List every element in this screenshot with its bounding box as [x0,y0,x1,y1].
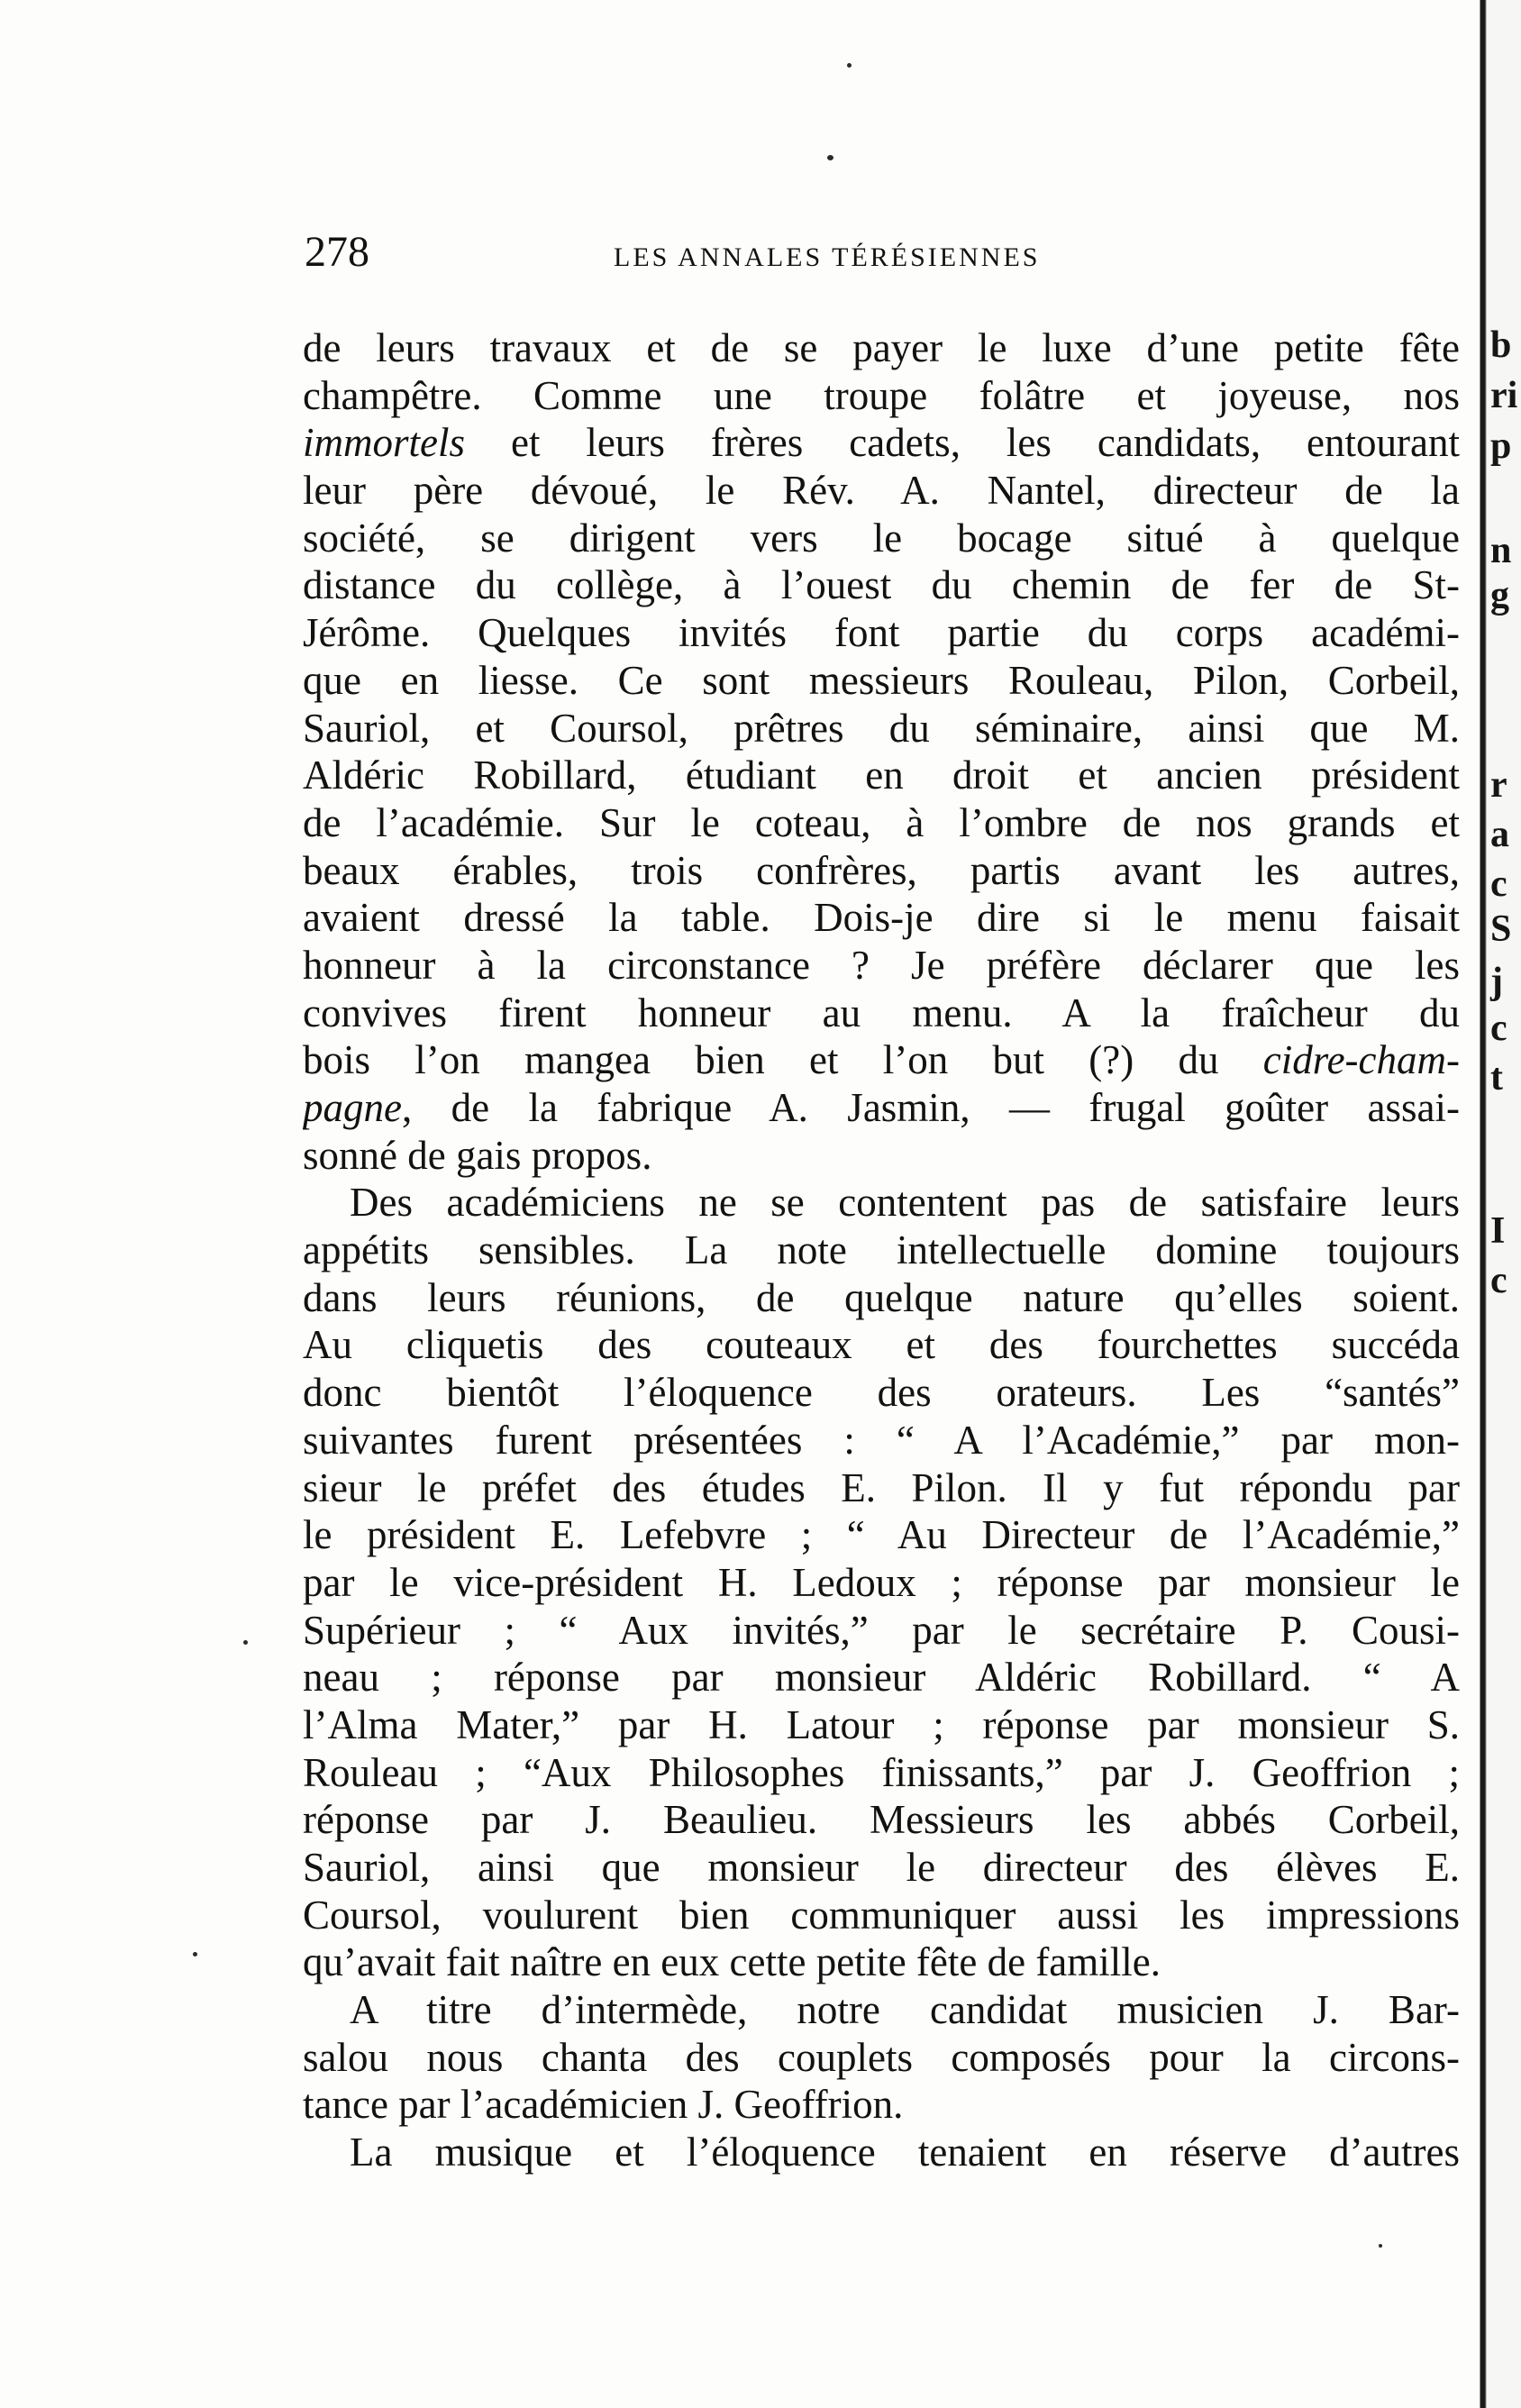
edge-fragment: j [1490,961,1503,1002]
text-line: donc bientôt l’éloquence des orateurs. Les “santés” [303,1370,1460,1416]
text-line: bois l’on mangea bien et l’on but (?) du cidre-cham- [303,1037,1460,1083]
text-line: Coursol, voulurent bien communiquer aussi les impressions [303,1892,1460,1938]
ink-speck [243,1640,248,1645]
adjacent-page-edge [1460,0,1521,2408]
text-line: immortels et leurs frères cadets, les candidats, entourant [303,420,1460,466]
text-line: La musique et l’éloquence tenaient en réserve d’autres [350,2130,1460,2175]
italic-word: immortels [303,420,465,466]
text-line: réponse par J. Beaulieu. Messieurs les abbés Corbeil, [303,1797,1460,1843]
edge-fragment: S [1490,908,1512,950]
text-line: avaient dressé la table. Dois-je dire si le menu faisait [303,895,1460,941]
edge-fragment: c [1490,863,1507,905]
text-line: l’Alma Mater,” par H. Latour ; réponse par monsieur S. [303,1701,1460,1747]
text-line: A titre d’intermède, notre candidat musicien J. Bar- [350,1987,1460,2033]
text-line: Sauriol, et Coursol, prêtres du séminaire, ainsi que M. [303,705,1460,751]
text-line: Supérieur ; “ Aux invités,” par le secrétaire P. Cousi- [303,1607,1460,1653]
text-line: le président E. Lefebvre ; “ Au Directeur de l’Académie,” [303,1512,1460,1558]
edge-fragment: p [1490,425,1512,467]
text-line: Jérôme. Quelques invités font partie du corps académi- [303,610,1460,656]
text-line: salou nous chanta des couplets composés pour la circons- [303,2034,1460,2080]
italic-word: pagne [303,1085,402,1130]
edge-fragment: t [1490,1057,1503,1099]
page-number: 278 [305,228,369,276]
text-line: tance par l’académicien J. Geoffrion. [303,2082,904,2128]
text-line: Au cliquetis des couteaux et des fourchettes succéda [303,1322,1460,1368]
text-line: beaux érables, trois confrères, partis avant les autres, [303,847,1460,893]
ink-speck [827,155,833,160]
body-text [303,324,1460,2176]
page-header [305,221,1206,284]
text-line: appétits sensibles. La note intellectuelle domine toujours [303,1227,1460,1273]
text-line: de l’académie. Sur le coteau, à l’ombre de nos grands et [303,799,1460,845]
text-line: de leurs travaux et de se payer le luxe d’une petite fête [303,325,1460,370]
ink-speck [193,1952,197,1957]
edge-fragment: b [1490,324,1512,366]
text-line: que en liesse. Ce sont messieurs Rouleau, Pilon, Corbeil, [303,657,1460,703]
ink-speck [847,63,852,68]
text-line: Rouleau ; “Aux Philosophes finissants,” par J. Geoffrion ; [303,1749,1460,1795]
text-line: suivantes furent présentées : “ A l’Académie,” par mon- [303,1417,1460,1463]
text-line: leur père dévoué, le Rév. A. Nantel, directeur de la [303,468,1460,514]
text-line: neau ; réponse par monsieur Aldéric Robillard. “ A [303,1655,1460,1701]
text-line: Sauriol, ainsi que monsieur le directeur des élèves E. [303,1845,1460,1890]
text-line: qu’avait fait naître en eux cette petite fête de famille. [303,1939,1161,1985]
edge-fragment: I [1490,1210,1506,1252]
text-line: Des académiciens ne se contentent pas de satisfaire leurs [350,1180,1460,1226]
text-line: dans leurs réunions, de quelque nature qu’elles soient. [303,1274,1460,1320]
text-line: convives firent honneur au menu. A la fraîcheur du [303,990,1460,1035]
text-line: pagne, de la fabrique A. Jasmin, — frugal goûter assai- [303,1085,1460,1130]
text-line: champêtre. Comme une troupe folâtre et joyeuse, nos [303,372,1460,418]
ink-speck [1379,2244,1382,2248]
edge-fragment: n [1490,530,1512,571]
edge-fragment: r [1490,764,1507,806]
text-line: distance du collège, à l’ouest du chemin de fer de St- [303,562,1460,608]
edge-fragment: c [1490,1260,1507,1301]
edge-fragment: c [1490,1008,1507,1049]
edge-fragment: a [1490,814,1509,855]
running-title: LES ANNALES TÉRÉSIENNES [614,242,1041,272]
italic-word: cidre-cham- [1262,1037,1460,1083]
text-line: société, se dirigent vers le bocage situé à quelque [303,515,1460,561]
edge-fragment: ri [1490,375,1518,416]
text-line: Aldéric Robillard, étudiant en droit et ancien président [303,752,1460,798]
text-line: sonné de gais propos. [303,1132,652,1178]
text-line: par le vice-président H. Ledoux ; réponse par monsieur le [303,1559,1460,1605]
text-line: sieur le préfet des études E. Pilon. Il y fut répondu par [303,1464,1460,1510]
edge-fragment: g [1490,575,1509,616]
text-line: honneur à la circonstance ? Je préfère déclarer que les [303,942,1460,988]
